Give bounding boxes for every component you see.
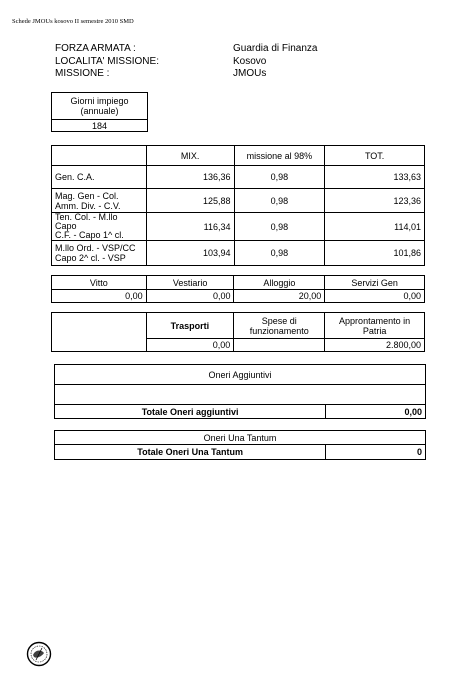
oneri-aggiuntivi-total-row: [55, 405, 426, 419]
rank-name-line3: C.F. - Capo 1^ cl.: [55, 230, 124, 240]
oneri-aggiuntivi-blank-cell: [55, 385, 426, 405]
rank-name: [52, 189, 147, 213]
oneri-una-tantum-total-value: 0: [326, 445, 426, 460]
rank-table-header-tot: TOT.: [325, 146, 425, 166]
oneri-una-tantum-table: [54, 430, 426, 460]
localita-missione-label: LOCALITA' MISSIONE:: [55, 56, 159, 67]
transport-table: [51, 312, 425, 352]
approntamento-header: Approntamento in Patria: [325, 313, 425, 339]
transport-table-empty-cell: [52, 313, 147, 352]
rank-table-header-empty: [52, 146, 147, 166]
servizi-gen-value: 0,00: [325, 290, 425, 303]
rank-table: [51, 145, 425, 266]
giorni-impiego-box: [51, 92, 148, 132]
rank-pct-value: 0,98: [234, 241, 325, 266]
transport-table-header-row: [52, 313, 425, 339]
rank-name: [52, 241, 147, 266]
rank-tot-value: 133,63: [325, 166, 425, 189]
rank-name-line1: Ten. Col. - M.llo: [55, 212, 118, 222]
vitto-header: Vitto: [52, 276, 147, 290]
oneri-una-tantum-title: Oneri Una Tantum: [55, 431, 426, 445]
round-stamp-icon: [26, 641, 52, 667]
rank-table-header-row: [52, 146, 425, 166]
rank-name: [52, 213, 147, 241]
rank-pct-value: 0,98: [234, 213, 325, 241]
rank-pct-value: 0,98: [234, 166, 325, 189]
rank-mix-value: 103,94: [146, 241, 234, 266]
document-header-title: Schede JMOUs kosovo II semestre 2010 SMD: [12, 18, 134, 25]
oneri-aggiuntivi-blank-row: [55, 385, 426, 405]
trasporti-header: Trasporti: [146, 313, 234, 339]
rank-name-line1: M.llo Ord. - VSP/CC: [55, 243, 136, 253]
vitto-value: 0,00: [52, 290, 147, 303]
costs-table-value-row: [52, 290, 425, 303]
giorni-impiego-label-line1: Giorni impiego: [70, 96, 129, 106]
oneri-una-tantum-total-row: [55, 445, 426, 460]
vestiario-header: Vestiario: [146, 276, 234, 290]
approntamento-value: 2.800,00: [325, 339, 425, 352]
oneri-aggiuntivi-title: Oneri Aggiuntivi: [55, 365, 426, 385]
costs-table-header-row: [52, 276, 425, 290]
oneri-una-tantum-title-row: [55, 431, 426, 445]
rank-table-header-mix: MIX.: [146, 146, 234, 166]
rank-table-header-pct: missione al 98%: [234, 146, 325, 166]
missione-label: MISSIONE :: [55, 68, 110, 79]
rank-tot-value: 101,86: [325, 241, 425, 266]
spese-funzionamento-header: Spese di funzionamento: [234, 313, 325, 339]
rank-name-line2: Amm. Div. - C.V.: [55, 200, 121, 211]
vestiario-value: 0,00: [146, 290, 234, 303]
trasporti-value: 0,00: [146, 339, 234, 352]
giorni-impiego-label-line2: (annuale): [80, 106, 119, 116]
alloggio-value: 20,00: [234, 290, 325, 303]
oneri-una-tantum-total-label: Totale Oneri Una Tantum: [55, 445, 326, 460]
rank-name-line1: Gen. C.A.: [55, 172, 95, 182]
rank-pct-value: 0,98: [234, 189, 325, 213]
rank-mix-value: 116,34: [146, 213, 234, 241]
rank-name: [52, 166, 147, 189]
giorni-impiego-value: 184: [52, 120, 148, 132]
oneri-aggiuntivi-title-row: [55, 365, 426, 385]
spese-funzionamento-value: [234, 339, 325, 352]
oneri-aggiuntivi-total-label: Totale Oneri aggiuntivi: [55, 405, 326, 419]
giorni-impiego-label: [52, 93, 148, 120]
alloggio-header: Alloggio: [234, 276, 325, 290]
rank-mix-value: 125,88: [146, 189, 234, 213]
table-row: [52, 166, 425, 189]
oneri-aggiuntivi-total-value: 0,00: [326, 405, 426, 419]
table-row: [52, 189, 425, 213]
rank-name-line2: Capo 2^ cl. - VSP: [55, 253, 126, 263]
costs-table: [51, 275, 425, 303]
rank-mix-value: 136,36: [146, 166, 234, 189]
rank-name-line1: Mag. Gen - Col.: [55, 190, 119, 201]
missione-value: JMOUs: [233, 68, 267, 79]
rank-tot-value: 114,01: [325, 213, 425, 241]
table-row: [52, 213, 425, 241]
servizi-gen-header: Servizi Gen: [325, 276, 425, 290]
rank-tot-value: 123,36: [325, 189, 425, 213]
localita-missione-value: Kosovo: [233, 56, 267, 67]
oneri-aggiuntivi-table: [54, 364, 426, 419]
forza-armata-value: Guardia di Finanza: [233, 43, 318, 54]
table-row: [52, 241, 425, 266]
forza-armata-label: FORZA ARMATA :: [55, 43, 136, 54]
rank-name-line2: Capo: [55, 221, 77, 231]
